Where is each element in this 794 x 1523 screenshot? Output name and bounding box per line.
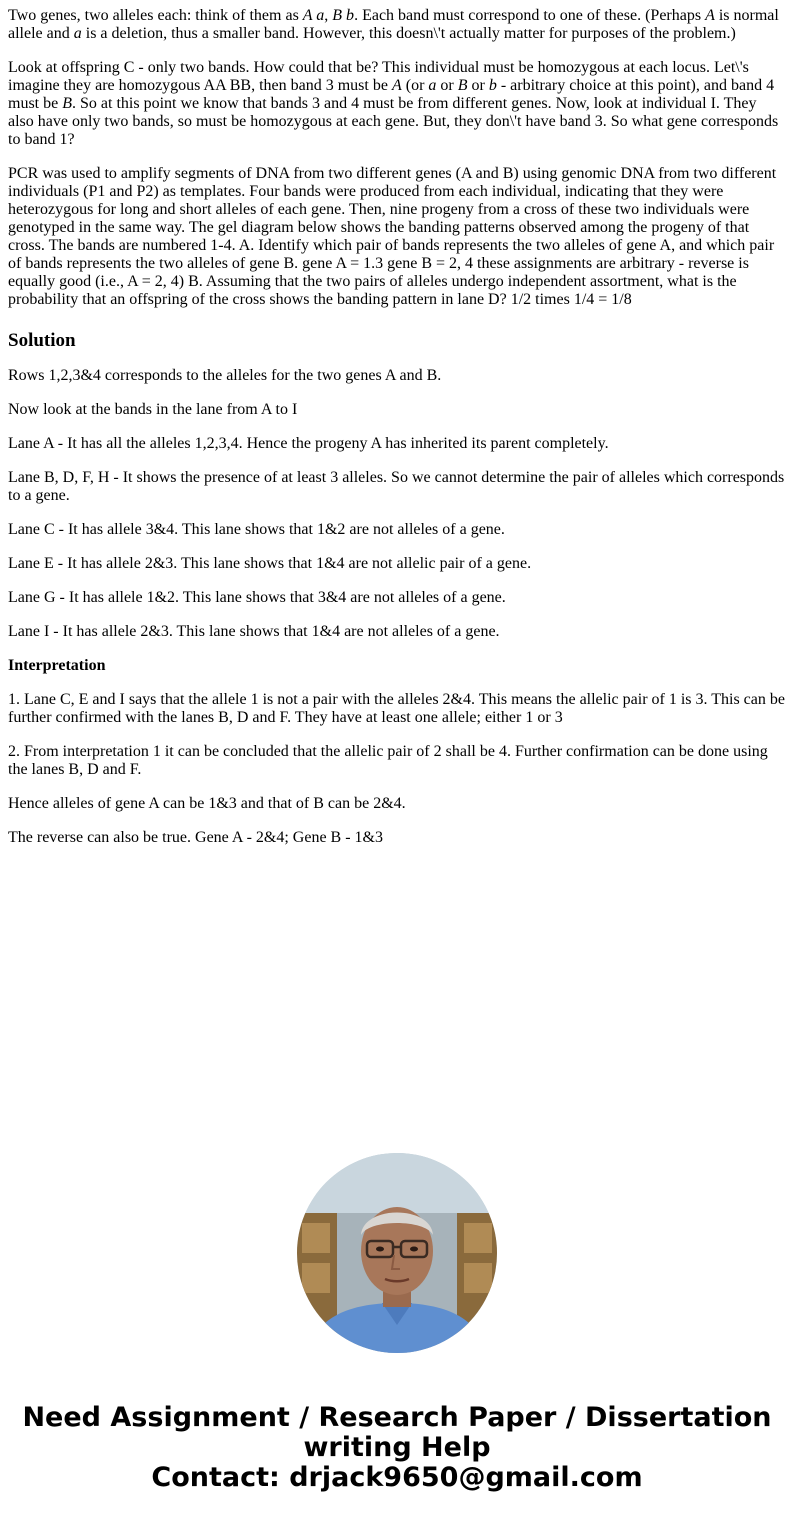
italic-allele-symbol: a [73,25,82,42]
intro-paragraph [8,59,786,149]
assignment-help-banner [0,1403,794,1493]
interpretation-heading [8,657,786,675]
text-run: . So at this point we know that bands 3 and 4 must be from different genes. Now, look at individual I. They also have only two bands, so must be homozygous at each gene. But, they don\'t have band 3. So what gene corresponds to band 1? [8,95,779,148]
intro-paragraph [8,165,786,309]
text-run: or [467,77,489,94]
interpretation-section [8,691,786,847]
banner-line: Need Assignment / Research Paper / Dissertation [22,1402,772,1433]
italic-allele-symbol: B [457,77,468,94]
text-run: , [324,7,333,24]
interpretation-paragraph: 1. Lane C, E and I says that the allele 1 is not a pair with the alleles 2&4. This means the allelic pair of 1 is 3. This can be further confirmed with the lanes B, D and F. They have at least one allele; either 1 or 3 [8,691,785,726]
intro-section [8,7,786,309]
italic-allele-symbol: b [488,77,497,94]
solution-paragraph: Rows 1,2,3&4 corresponds to the alleles for the two genes A and B. [8,367,442,384]
solution-paragraph: Lane I - It has allele 2&3. This lane shows that 1&4 are not alleles of a gene. [8,623,500,640]
banner-line: writing Help [303,1432,491,1463]
person-photo-avatar-icon [297,1153,497,1353]
interpretation-heading-text: Interpretation [8,657,106,674]
article-body [8,7,786,863]
interpretation-paragraph: 2. From interpretation 1 it can be concluded that the allelic pair of 2 shall be 4. Further confirmation can be done using the lanes B, D and F. [8,743,768,778]
solution-paragraph: Lane A - It has all the alleles 1,2,3,4. Hence the progeny A has inherited its parent completely. [8,435,609,452]
interpretation-paragraph: The reverse can also be true. Gene A - 2&4; Gene B - 1&3 [8,829,383,846]
solution-paragraph: Lane C - It has allele 3&4. This lane shows that 1&2 are not alleles of a gene. [8,521,505,538]
italic-allele-symbol: B [62,95,72,112]
text-run: is normal allele and [8,7,779,42]
italic-allele-symbol: A a [302,7,325,24]
italic-allele-symbol: A [705,7,715,24]
text-run: or [436,77,458,94]
text-run: (or [401,77,429,94]
italic-allele-symbol: a [428,77,437,94]
text-run: Two genes, two alleles each: think of them as [8,7,303,24]
author-avatar [297,1153,497,1353]
intro-paragraph [8,7,786,43]
solution-paragraph: Now look at the bands in the lane from A to I [8,401,298,418]
solution-heading: Solution [8,330,76,351]
italic-allele-symbol: B b [332,7,355,24]
text-run: is a deletion, thus a smaller band. However, this doesn\'t actually matter for purposes of the problem.) [81,25,736,42]
interpretation-paragraph: Hence alleles of gene A can be 1&3 and that of B can be 2&4. [8,795,406,812]
solution-section [8,367,786,641]
text-run: PCR was used to amplify segments of DNA from two different genes (A and B) using genomic DNA from two different individuals (P1 and P2) as templates. Four bands were produced from each individual, indicating that they were heterozygous for long and short alleles of each gene. Then, nine progeny from a cross of these two individuals were genotyped in the same way. The gel diagram below shows the banding patterns observed among the progeny of that cross. The bands are numbered 1-4. A. Identify which pair of bands represents the two alleles of gene A, and which pair of bands represents the two alleles of gene B. gene A = 1.3 gene B = 2, 4 these assignments are arbitrary - reverse is equally good (i.e., A = 2, 4) B. Assuming that the two pairs of alleles undergo independent assortment, what is the probability that an offspring of the cross shows the banding pattern in lane D? 1/2 times 1/4 = 1/8 [8,165,777,308]
banner-contact-line: Contact: drjack9650@gmail.com [151,1462,643,1493]
italic-allele-symbol: A [391,77,402,94]
text-run: . Each band must correspond to one of these. (Perhaps [354,7,706,24]
solution-paragraph: Lane G - It has allele 1&2. This lane shows that 3&4 are not alleles of a gene. [8,589,506,606]
solution-paragraph: Lane B, D, F, H - It shows the presence of at least 3 alleles. So we cannot determine the pair of alleles which corresponds to a gene. [8,469,785,504]
text-run: Look at offspring C - only two bands. How could that be? This individual must be homozygous at each locus. Let\'s imagine they are homozygous AA BB, then band 3 must be [8,59,749,94]
solution-paragraph: Lane E - It has allele 2&3. This lane shows that 1&4 are not allelic pair of a gene. [8,555,532,572]
text-run: - arbitrary choice at this point), and band 4 must be [8,77,775,112]
